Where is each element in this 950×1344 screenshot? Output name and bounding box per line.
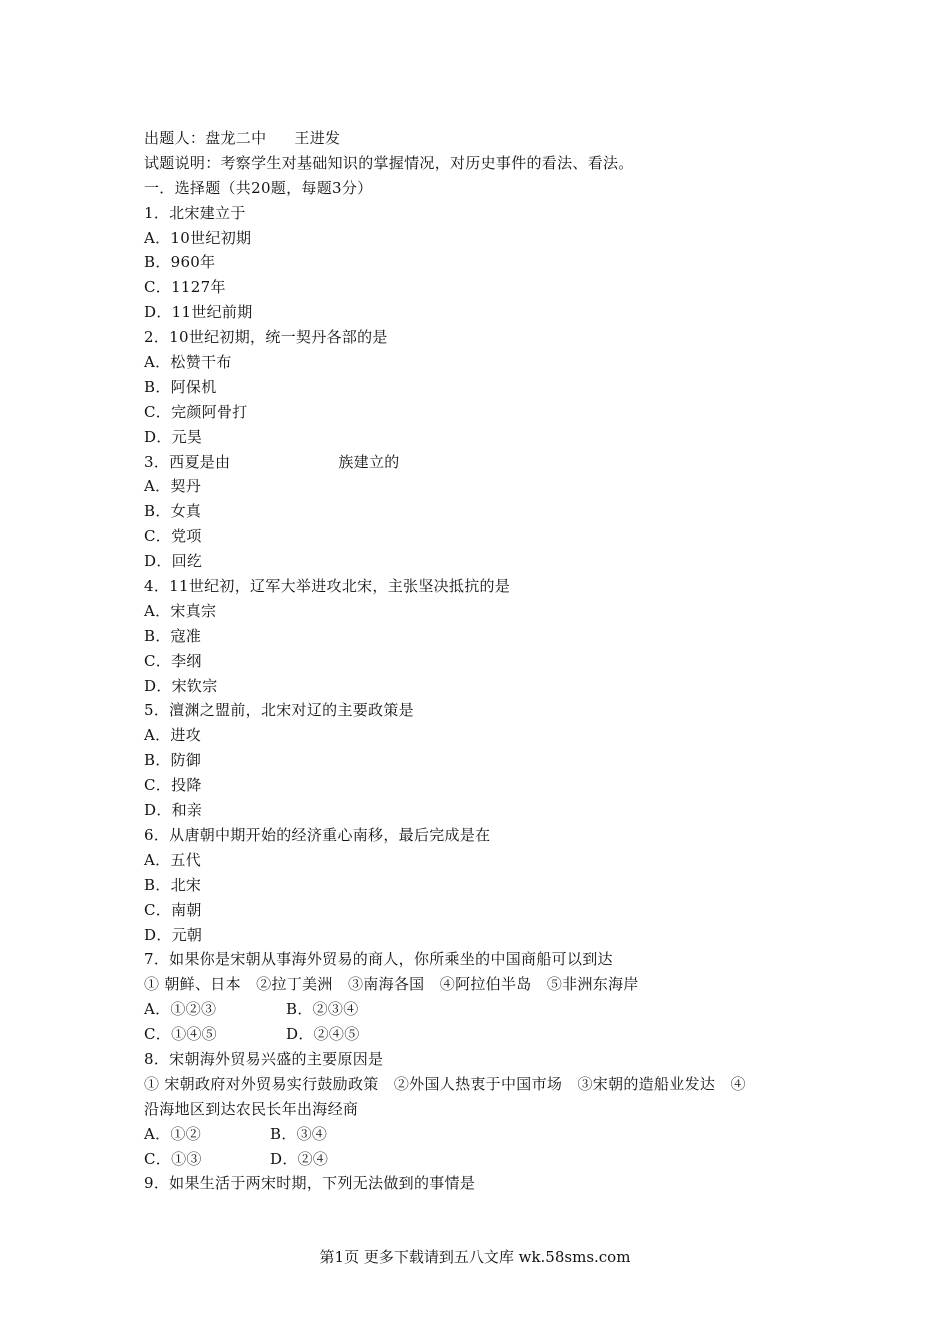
question-8-items-line1: ① 宋朝政府对外贸易实行鼓励政策 ②外国人热衷于中国市场 ③宋朝的造船业发达 ④ xyxy=(144,1074,746,1093)
question-8-option-b: B．③④ xyxy=(270,1124,328,1143)
question-5-option-c: C．投降 xyxy=(144,776,202,795)
description-line: 试题说明：考察学生对基础知识的掌握情况，对历史事件的看法、看法。 xyxy=(144,153,634,172)
question-7-options-ab xyxy=(144,997,824,1022)
question-1-option-c: C．1127年 xyxy=(144,278,226,297)
page-footer: 第1页 更多下载请到五八文库 wk.58sms.com xyxy=(319,1248,631,1266)
question-6-stem: 6．从唐朝中期开始的经济重心南移，最后完成是在 xyxy=(144,825,491,844)
question-7-option-b: B．②③④ xyxy=(286,1000,359,1019)
question-1-option-d: D．11世纪前期 xyxy=(144,303,253,322)
question-4-option-b: B．寇准 xyxy=(144,626,202,645)
question-2-option-d: D．元昊 xyxy=(144,427,203,446)
question-8-stem: 8．宋朝海外贸易兴盛的主要原因是 xyxy=(144,1049,384,1068)
question-8-option-c: C．①③ xyxy=(144,1149,202,1168)
section-title: 一．选择题（共20题，每题3分） xyxy=(144,178,373,197)
question-3-option-c: C．党项 xyxy=(144,527,202,546)
question-4-option-a: A．宋真宗 xyxy=(144,601,217,620)
question-1-stem: 1．北宋建立于 xyxy=(144,203,246,222)
question-4-option-c: C．李纲 xyxy=(144,651,202,670)
question-3-stem xyxy=(144,450,824,475)
question-7-option-c: C．①④⑤ xyxy=(144,1025,217,1044)
question-1-option-a: A．10世纪初期 xyxy=(144,228,252,247)
author-name: 王进发 xyxy=(294,129,341,147)
author-line xyxy=(144,126,824,151)
question-1-option-b: B．960年 xyxy=(144,253,216,272)
question-3-option-a: A．契丹 xyxy=(144,477,202,496)
question-7-option-a: A．①②③ xyxy=(144,1000,217,1019)
question-5-option-a: A．进攻 xyxy=(144,726,202,745)
question-6-option-a: A．五代 xyxy=(144,850,202,869)
question-4-stem: 4．11世纪初，辽军大举进攻北宋，主张坚决抵抗的是 xyxy=(144,577,511,596)
question-7-stem: 7．如果你是宋朝从事海外贸易的商人，你所乘坐的中国商船可以到达 xyxy=(144,950,613,969)
question-6-option-c: C．南朝 xyxy=(144,900,202,919)
question-3-stem-part1: 3．西夏是由 xyxy=(144,452,231,471)
question-3-stem-part2: 族建立的 xyxy=(338,452,400,471)
question-8-option-a: A．①② xyxy=(144,1124,202,1143)
question-7-items: ① 朝鲜、日本 ②拉丁美洲 ③南海各国 ④阿拉伯半岛 ⑤非洲东海岸 xyxy=(144,975,639,994)
question-2-option-a: A．松赞干布 xyxy=(144,353,232,372)
question-5-stem: 5．澶渊之盟前，北宋对辽的主要政策是 xyxy=(144,701,414,720)
question-2-option-b: B．阿保机 xyxy=(144,377,217,396)
question-7-option-d: D．②④⑤ xyxy=(286,1025,360,1044)
question-8-items-line2: 沿海地区到达农民长年出海经商 xyxy=(144,1099,359,1118)
question-2-stem: 2．10世纪初期，统一契丹各部的是 xyxy=(144,328,388,347)
question-5-option-b: B．防御 xyxy=(144,751,202,770)
document-body xyxy=(144,126,824,1196)
author-label: 出题人：盘龙二中 xyxy=(144,129,267,147)
question-9-stem: 9．如果生活于两宋时期，下列无法做到的事情是 xyxy=(144,1174,476,1193)
question-8-options-cd xyxy=(144,1147,824,1172)
question-4-option-d: D．宋钦宗 xyxy=(144,676,218,695)
question-6-option-b: B．北宋 xyxy=(144,875,202,894)
question-2-option-c: C．完颜阿骨打 xyxy=(144,402,248,421)
question-6-option-d: D．元朝 xyxy=(144,925,203,944)
question-5-option-d: D．和亲 xyxy=(144,801,203,820)
question-3-option-b: B．女真 xyxy=(144,502,202,521)
question-8-options-ab xyxy=(144,1122,824,1147)
question-7-options-cd xyxy=(144,1022,824,1047)
question-3-option-d: D．回纥 xyxy=(144,552,203,571)
question-8-option-d: D．②④ xyxy=(270,1149,329,1168)
